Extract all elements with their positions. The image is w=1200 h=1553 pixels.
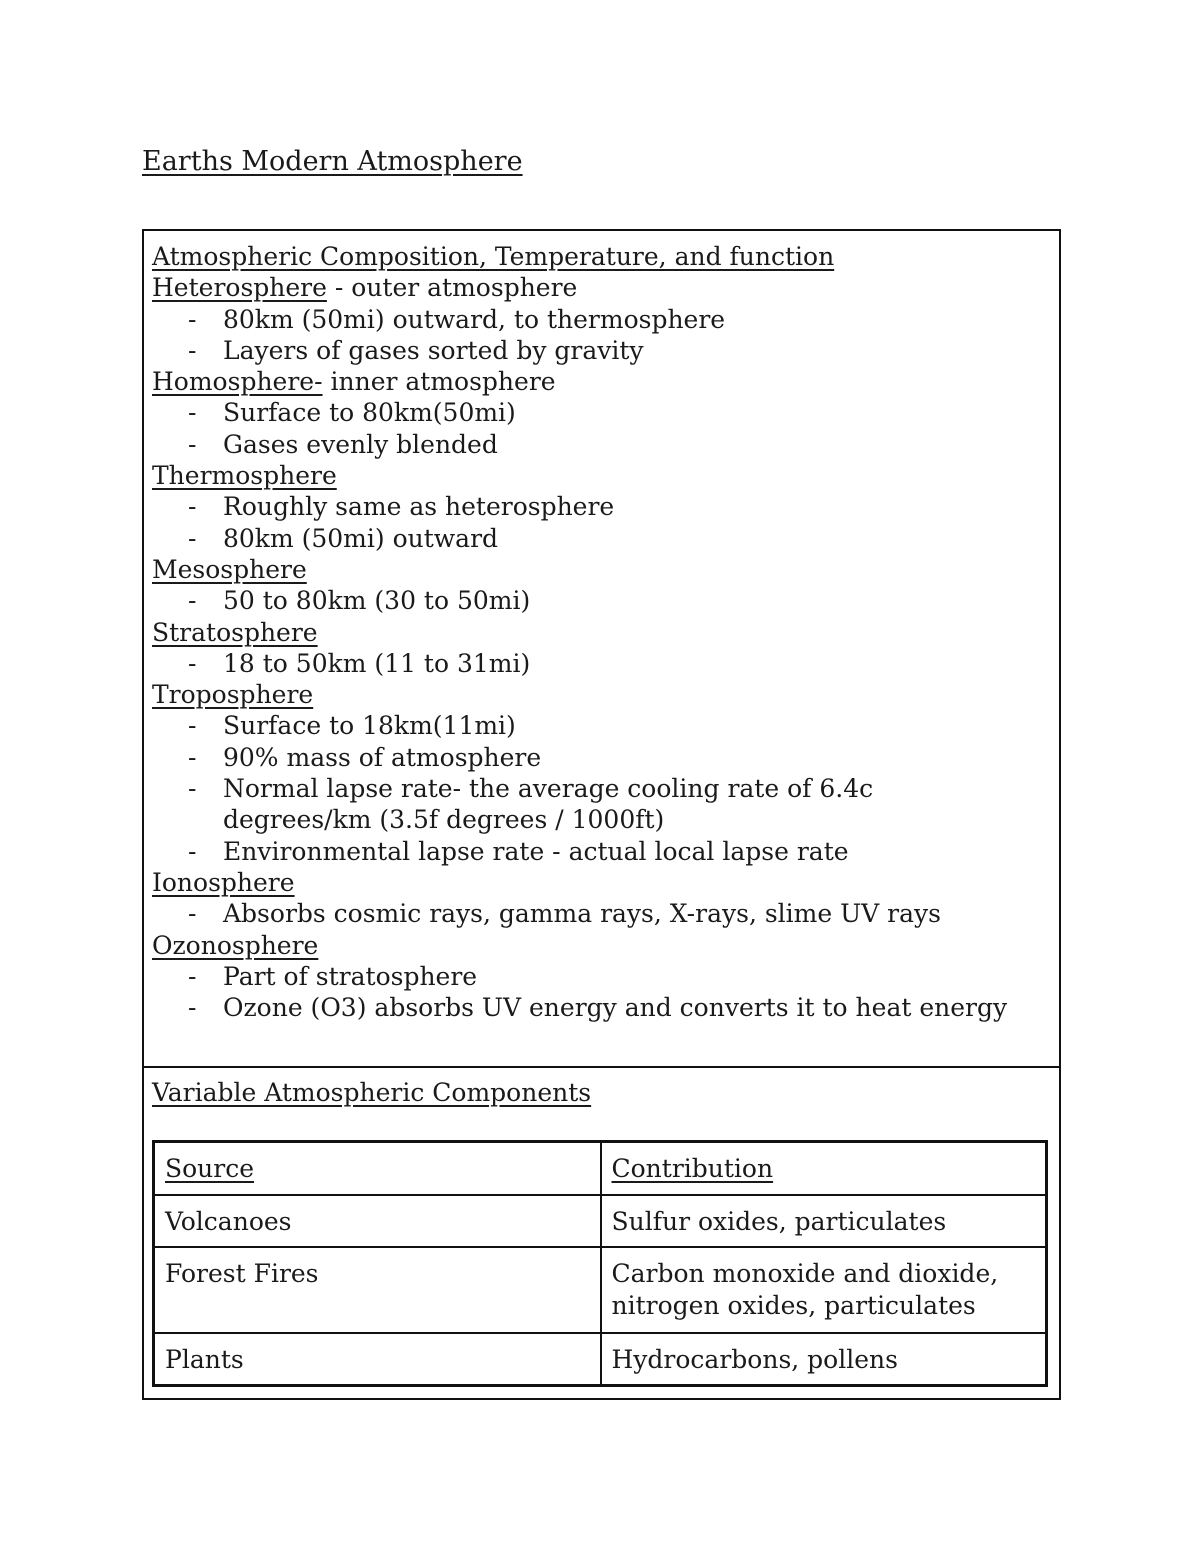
list-item-text: Environmental lapse rate - actual local lapse rate (223, 836, 849, 866)
table-header-row (154, 1142, 1047, 1195)
list-item (152, 491, 1059, 522)
layer-description: inner atmosphere (322, 367, 556, 397)
table-cell: Sulfur oxides, particulates (601, 1195, 1047, 1247)
layer-name: Ionosphere (152, 867, 295, 897)
layer-name: Ozonosphere (152, 930, 319, 960)
list-item-text: 80km (50mi) outward (223, 523, 499, 553)
variable-components-section (144, 1068, 1059, 1398)
list-item-text: Surface to 18km(11mi) (223, 711, 516, 741)
list-item (152, 304, 1059, 335)
layer-heading-thermosphere (152, 460, 1059, 491)
list-item (152, 773, 1059, 804)
notes-box (142, 229, 1061, 1400)
list-item (152, 397, 1059, 428)
layer-heading-ionosphere (152, 867, 1059, 898)
list-item (152, 992, 1059, 1023)
list-item-text: Part of stratosphere (223, 961, 478, 991)
layer-name: Troposphere (152, 680, 314, 710)
table-cell: Carbon monoxide and dioxide, nitrogen oxides, particulates (601, 1247, 1047, 1333)
bullet-dash: - (188, 586, 197, 616)
layer-name: Thermosphere (152, 461, 337, 491)
list-item-text: Roughly same as heterosphere (223, 492, 615, 522)
bullet-dash: - (188, 648, 197, 678)
header-text: Source (165, 1154, 255, 1183)
list-item (152, 836, 1059, 867)
list-item-text: Absorbs cosmic rays, gamma rays, X-rays, slime UV rays (223, 899, 941, 929)
layer-heading-heterosphere (152, 272, 1059, 303)
list-item (152, 742, 1059, 773)
layer-heading-mesosphere (152, 554, 1059, 585)
bullet-dash: - (188, 961, 197, 991)
list-item (152, 585, 1059, 616)
layer-name: Stratosphere (152, 617, 318, 647)
bullet-dash: - (188, 711, 197, 741)
composition-heading: Atmospheric Composition, Temperature, and function (152, 242, 835, 271)
list-item-text: Normal lapse rate- the average cooling rate of 6.4c (223, 774, 874, 804)
layer-heading-ozonosphere (152, 930, 1059, 961)
list-item-text: 90% mass of atmosphere (223, 742, 542, 772)
table-cell: Forest Fires (154, 1247, 601, 1333)
bullet-dash: - (188, 899, 197, 929)
layer-name: Mesosphere (152, 554, 307, 584)
table-cell: Plants (154, 1333, 601, 1386)
list-item (152, 429, 1059, 460)
list-item (152, 898, 1059, 929)
list-item-text: Surface to 80km(50mi) (223, 398, 516, 428)
table-row (154, 1333, 1047, 1386)
list-item (152, 523, 1059, 554)
table-cell: Volcanoes (154, 1195, 601, 1247)
list-item-text: Gases evenly blended (223, 429, 498, 459)
table-row (154, 1195, 1047, 1247)
list-item-text: Ozone (O3) absorbs UV energy and converts it to heat energy (223, 993, 1008, 1023)
table-cell: Hydrocarbons, pollens (601, 1333, 1047, 1386)
components-table (152, 1140, 1048, 1387)
list-item-text: 50 to 80km (30 to 50mi) (223, 586, 531, 616)
layer-name: Heterosphere (152, 273, 327, 303)
layer-heading-homosphere (152, 366, 1059, 397)
header-text: Contribution (611, 1154, 774, 1183)
variable-components-heading: Variable Atmospheric Components (152, 1078, 592, 1107)
column-header-source (154, 1142, 601, 1195)
column-header-contribution (601, 1142, 1047, 1195)
bullet-dash: - (188, 304, 197, 334)
bullet-dash: - (188, 993, 197, 1023)
list-item (152, 710, 1059, 741)
list-item-text: degrees/km (3.5f degrees / 1000ft) (223, 805, 665, 835)
bullet-dash: - (188, 335, 197, 365)
list-item (152, 961, 1059, 992)
layer-description: - outer atmosphere (326, 273, 578, 303)
bullet-dash: - (188, 742, 197, 772)
list-item-text: Layers of gases sorted by gravity (223, 335, 644, 365)
table-row (154, 1247, 1047, 1333)
list-item (152, 335, 1059, 366)
layer-heading-stratosphere (152, 617, 1059, 648)
list-item (152, 648, 1059, 679)
bullet-dash: - (188, 774, 197, 804)
layer-name: Homosphere- (152, 367, 323, 397)
bullet-dash: - (188, 398, 197, 428)
list-item-text: 80km (50mi) outward, to thermosphere (223, 304, 726, 334)
bullet-dash: - (188, 429, 197, 459)
layer-heading-troposphere (152, 679, 1059, 710)
bullet-dash: - (188, 523, 197, 553)
list-item-text: 18 to 50km (11 to 31mi) (223, 648, 531, 678)
composition-section (144, 231, 1059, 1068)
document-title: Earths Modern Atmosphere (142, 146, 523, 177)
bullet-dash: - (188, 836, 197, 866)
list-item-continuation (152, 804, 1059, 835)
bullet-dash: - (188, 492, 197, 522)
